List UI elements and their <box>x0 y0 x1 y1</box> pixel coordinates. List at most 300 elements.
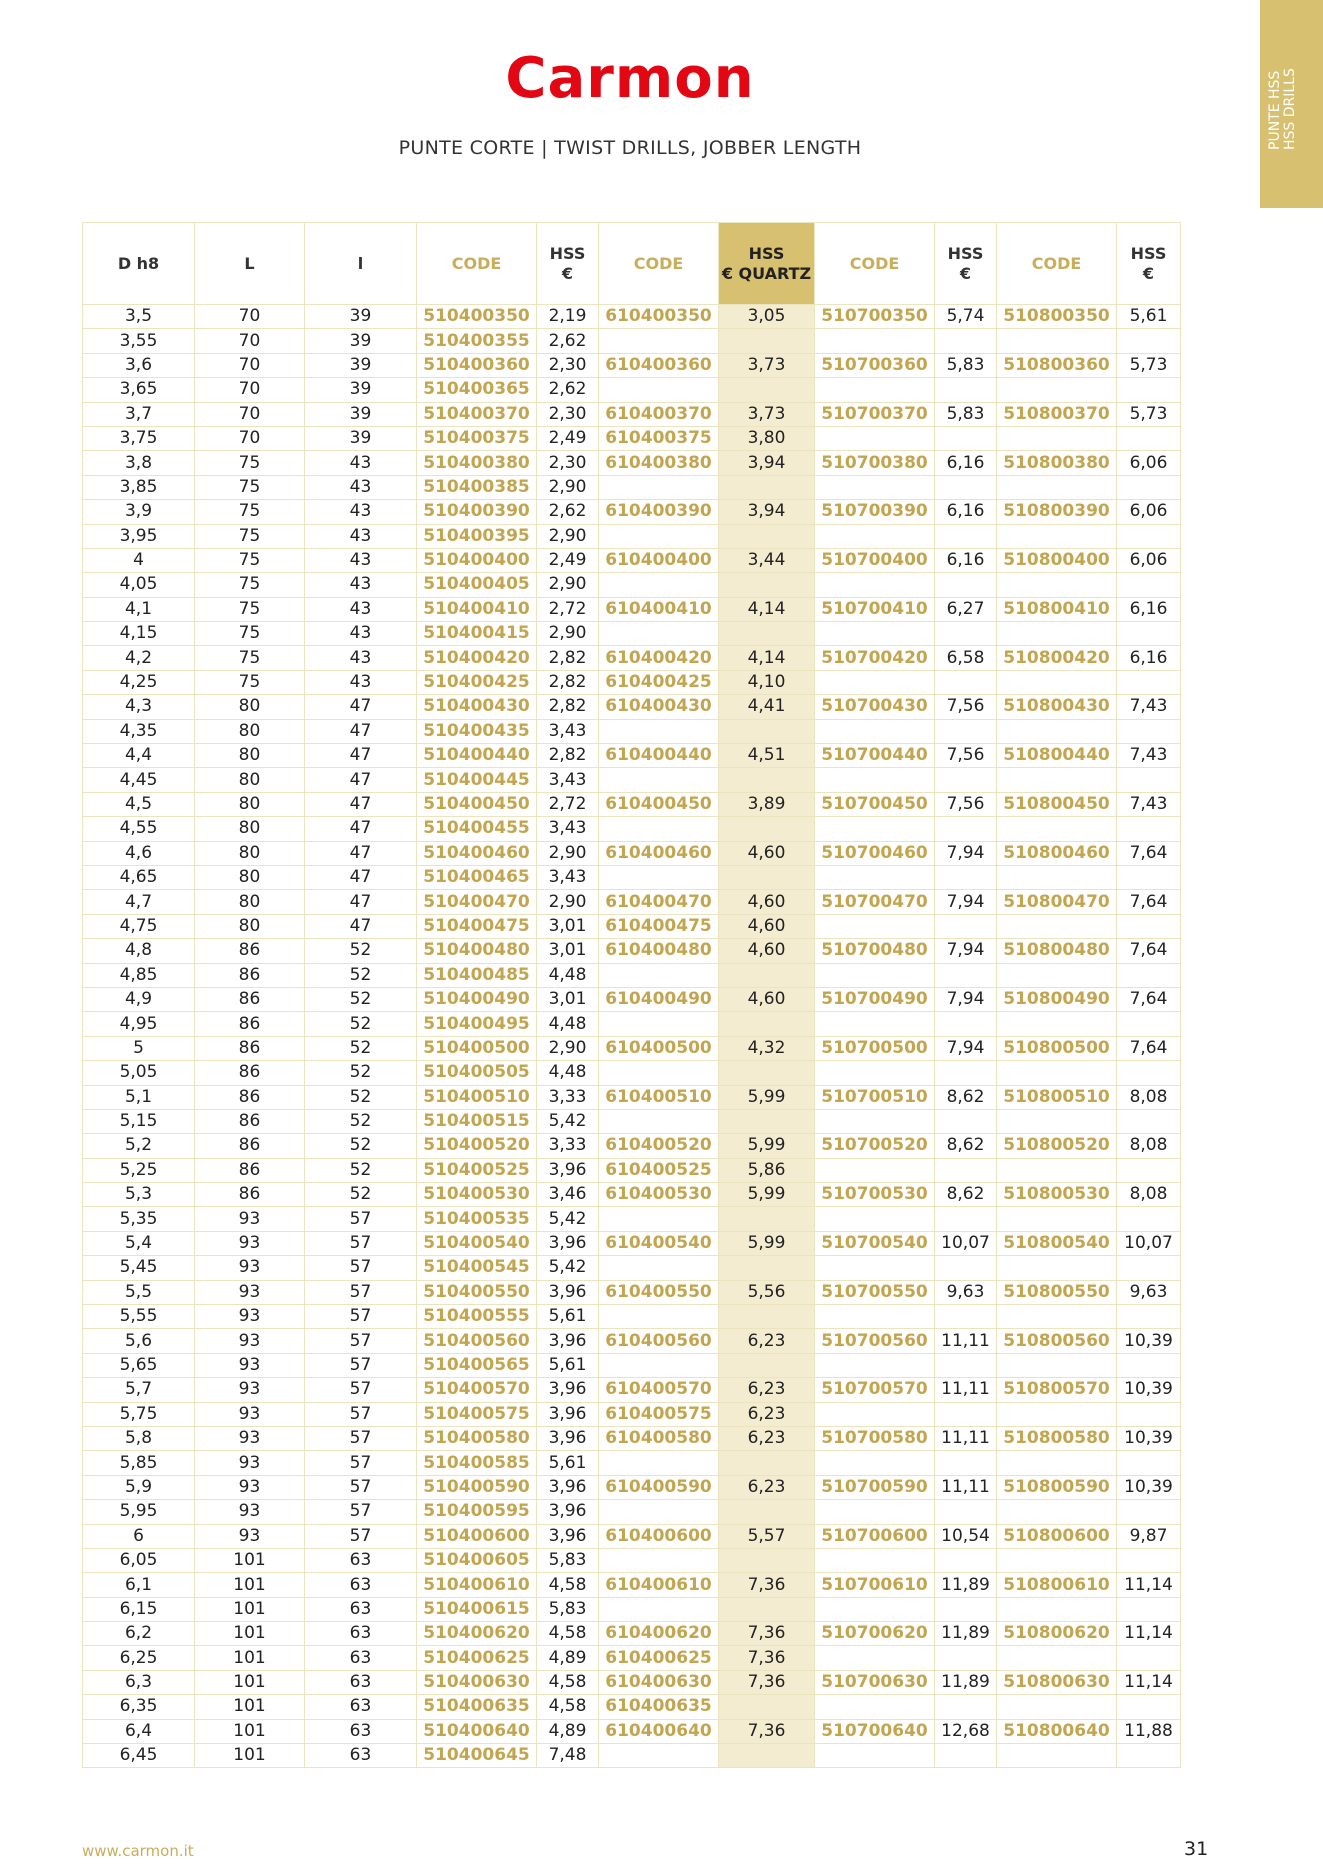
table-cell: 75 <box>195 646 305 670</box>
table-cell: 12,68 <box>935 1719 997 1743</box>
table-cell: 86 <box>195 963 305 987</box>
product-code-cell: 510400525 <box>417 1158 537 1182</box>
column-header <box>997 223 1117 305</box>
table-row <box>83 1378 1181 1402</box>
table-cell: 3,80 <box>719 426 815 450</box>
table-cell: 3,65 <box>83 378 195 402</box>
product-code-cell: 510700420 <box>815 646 935 670</box>
table-cell: 93 <box>195 1305 305 1329</box>
table-cell <box>1117 1548 1181 1572</box>
product-code-cell: 510400510 <box>417 1085 537 1109</box>
product-code-cell: 510700640 <box>815 1719 935 1743</box>
product-code-cell: 510400565 <box>417 1353 537 1377</box>
table-cell: 63 <box>305 1622 417 1646</box>
table-cell <box>719 817 815 841</box>
table-cell: 2,82 <box>537 695 599 719</box>
product-code-cell: 510400395 <box>417 524 537 548</box>
table-cell <box>935 865 997 889</box>
table-cell: 3,73 <box>719 402 815 426</box>
table-cell: 4,41 <box>719 695 815 719</box>
product-code-cell <box>815 865 935 889</box>
table-cell: 5,56 <box>719 1280 815 1304</box>
table-cell: 2,19 <box>537 305 599 329</box>
product-code-cell <box>815 1012 935 1036</box>
product-code-cell: 610400360 <box>599 353 719 377</box>
table-cell: 101 <box>195 1719 305 1743</box>
table-cell: 5 <box>83 1036 195 1060</box>
table-cell <box>719 1207 815 1231</box>
table-cell: 9,63 <box>935 1280 997 1304</box>
table-cell: 3,75 <box>83 426 195 450</box>
table-cell: 4,75 <box>83 914 195 938</box>
table-cell: 3,96 <box>537 1329 599 1353</box>
table-cell: 2,72 <box>537 597 599 621</box>
table-cell: 8,08 <box>1117 1183 1181 1207</box>
table-cell: 2,62 <box>537 329 599 353</box>
table-row <box>83 670 1181 694</box>
table-cell: 3,7 <box>83 402 195 426</box>
table-row <box>83 329 1181 353</box>
table-cell: 43 <box>305 451 417 475</box>
product-code-cell: 510800350 <box>997 305 1117 329</box>
product-code-cell: 510400550 <box>417 1280 537 1304</box>
product-code-cell: 510800480 <box>997 939 1117 963</box>
product-code-cell <box>599 1109 719 1133</box>
table-cell: 43 <box>305 670 417 694</box>
product-code-cell: 510400425 <box>417 670 537 694</box>
table-cell: 3,01 <box>537 914 599 938</box>
product-code-cell: 510800550 <box>997 1280 1117 1304</box>
column-header-line: € <box>561 263 574 283</box>
table-cell: 11,14 <box>1117 1622 1181 1646</box>
table-cell: 101 <box>195 1670 305 1694</box>
table-cell: 57 <box>305 1207 417 1231</box>
table-cell: 6,23 <box>719 1402 815 1426</box>
table-cell: 3,43 <box>537 719 599 743</box>
product-code-cell: 510400415 <box>417 622 537 646</box>
table-cell: 57 <box>305 1280 417 1304</box>
product-code-cell: 510400640 <box>417 1719 537 1743</box>
table-cell: 52 <box>305 939 417 963</box>
table-cell: 7,36 <box>719 1646 815 1670</box>
table-cell: 4,14 <box>719 597 815 621</box>
table-cell: 4,65 <box>83 865 195 889</box>
table-cell: 63 <box>305 1670 417 1694</box>
table-cell: 5,65 <box>83 1353 195 1377</box>
product-code-cell <box>599 1500 719 1524</box>
table-row <box>83 1231 1181 1255</box>
section-tab-line2: HSS DRILLS <box>1282 68 1298 150</box>
table-cell <box>719 719 815 743</box>
product-code-cell <box>815 1353 935 1377</box>
table-cell: 2,90 <box>537 573 599 597</box>
product-code-cell: 510400405 <box>417 573 537 597</box>
table-cell: 5,45 <box>83 1256 195 1280</box>
table-cell: 70 <box>195 426 305 450</box>
table-row <box>83 890 1181 914</box>
product-code-cell: 510400485 <box>417 963 537 987</box>
table-row <box>83 744 1181 768</box>
product-code-cell: 510800520 <box>997 1134 1117 1158</box>
product-code-cell: 510800540 <box>997 1231 1117 1255</box>
brand-logo: Carmon <box>505 46 755 111</box>
table-cell: 93 <box>195 1231 305 1255</box>
table-cell: 80 <box>195 865 305 889</box>
table-cell: 6,58 <box>935 646 997 670</box>
table-cell: 2,82 <box>537 670 599 694</box>
product-code-cell <box>815 1305 935 1329</box>
column-header <box>1117 223 1181 305</box>
table-cell: 75 <box>195 475 305 499</box>
product-code-cell: 510700520 <box>815 1134 935 1158</box>
table-cell: 4,2 <box>83 646 195 670</box>
product-code-cell <box>815 719 935 743</box>
table-cell: 5,61 <box>537 1305 599 1329</box>
table-cell <box>1117 865 1181 889</box>
table-cell: 4,45 <box>83 768 195 792</box>
table-cell: 43 <box>305 573 417 597</box>
column-header-line: HSS <box>748 243 785 263</box>
table-cell: 4,58 <box>537 1670 599 1694</box>
price-table <box>82 222 1181 1768</box>
table-cell: 43 <box>305 597 417 621</box>
product-code-cell <box>997 622 1117 646</box>
table-cell: 5,57 <box>719 1524 815 1548</box>
table-cell: 3,43 <box>537 768 599 792</box>
product-code-cell: 510800370 <box>997 402 1117 426</box>
table-cell: 5,83 <box>537 1548 599 1572</box>
product-code-cell <box>815 378 935 402</box>
product-code-cell <box>599 865 719 889</box>
column-header-line: € <box>959 263 972 283</box>
table-cell <box>935 914 997 938</box>
table-cell: 86 <box>195 1158 305 1182</box>
table-cell <box>935 719 997 743</box>
table-cell <box>1117 1646 1181 1670</box>
table-cell <box>935 1548 997 1572</box>
table-cell: 47 <box>305 768 417 792</box>
table-cell: 43 <box>305 646 417 670</box>
table-cell: 8,62 <box>935 1085 997 1109</box>
product-code-cell: 610400590 <box>599 1475 719 1499</box>
column-header <box>719 223 815 305</box>
product-code-cell: 510400365 <box>417 378 537 402</box>
table-cell: 11,11 <box>935 1426 997 1450</box>
table-cell: 10,39 <box>1117 1475 1181 1499</box>
table-cell: 7,94 <box>935 841 997 865</box>
table-cell: 4,89 <box>537 1719 599 1743</box>
table-cell: 2,30 <box>537 451 599 475</box>
product-code-cell: 610400440 <box>599 744 719 768</box>
product-code-cell: 510400580 <box>417 1426 537 1450</box>
table-cell: 5,73 <box>1117 402 1181 426</box>
table-cell: 7,43 <box>1117 792 1181 816</box>
table-cell <box>1117 1402 1181 1426</box>
product-code-cell: 510700350 <box>815 305 935 329</box>
product-code-cell: 510700510 <box>815 1085 935 1109</box>
product-code-cell <box>599 1353 719 1377</box>
table-cell <box>935 1695 997 1719</box>
product-code-cell <box>997 963 1117 987</box>
product-code-cell: 510800500 <box>997 1036 1117 1060</box>
table-cell: 4,4 <box>83 744 195 768</box>
table-cell <box>935 329 997 353</box>
table-cell <box>935 475 997 499</box>
table-cell <box>719 1744 815 1768</box>
table-cell <box>935 1402 997 1426</box>
product-code-cell: 510400470 <box>417 890 537 914</box>
table-row <box>83 1573 1181 1597</box>
product-code-cell: 610400550 <box>599 1280 719 1304</box>
table-cell: 5,55 <box>83 1305 195 1329</box>
product-code-cell: 510400440 <box>417 744 537 768</box>
table-cell: 57 <box>305 1353 417 1377</box>
table-cell: 63 <box>305 1597 417 1621</box>
product-code-cell <box>815 426 935 450</box>
table-cell: 57 <box>305 1524 417 1548</box>
table-cell: 5,74 <box>935 305 997 329</box>
product-code-cell <box>599 1744 719 1768</box>
table-cell: 5,9 <box>83 1475 195 1499</box>
table-cell: 80 <box>195 695 305 719</box>
product-code-cell: 510800590 <box>997 1475 1117 1499</box>
product-code-cell <box>997 1744 1117 1768</box>
product-code-cell <box>815 1109 935 1133</box>
table-cell: 2,49 <box>537 426 599 450</box>
table-cell: 6,16 <box>1117 597 1181 621</box>
table-cell: 6,16 <box>935 451 997 475</box>
product-code-cell: 510800410 <box>997 597 1117 621</box>
product-code-cell <box>599 1012 719 1036</box>
table-row <box>83 1134 1181 1158</box>
table-cell: 8,08 <box>1117 1134 1181 1158</box>
table-cell <box>1117 378 1181 402</box>
table-cell: 4,60 <box>719 939 815 963</box>
table-cell: 5,83 <box>935 353 997 377</box>
table-cell: 93 <box>195 1280 305 1304</box>
table-cell <box>935 963 997 987</box>
product-code-cell: 510400445 <box>417 768 537 792</box>
table-cell: 2,90 <box>537 622 599 646</box>
table-cell: 70 <box>195 353 305 377</box>
table-cell: 8,62 <box>935 1183 997 1207</box>
product-code-cell <box>599 475 719 499</box>
table-row <box>83 1183 1181 1207</box>
table-cell: 2,82 <box>537 744 599 768</box>
table-cell: 70 <box>195 378 305 402</box>
product-code-cell <box>815 1158 935 1182</box>
product-code-cell: 610400580 <box>599 1426 719 1450</box>
product-code-cell <box>599 524 719 548</box>
product-code-cell: 510800430 <box>997 695 1117 719</box>
table-cell: 86 <box>195 1085 305 1109</box>
product-code-cell: 510800560 <box>997 1329 1117 1353</box>
table-cell: 2,49 <box>537 548 599 572</box>
table-cell: 5,61 <box>1117 305 1181 329</box>
table-cell: 75 <box>195 524 305 548</box>
table-cell: 10,07 <box>1117 1231 1181 1255</box>
product-code-cell: 510700570 <box>815 1378 935 1402</box>
column-header-line: l <box>357 253 364 273</box>
table-row <box>83 451 1181 475</box>
product-code-cell <box>815 670 935 694</box>
product-code-cell <box>815 1500 935 1524</box>
table-cell <box>1117 1451 1181 1475</box>
table-cell: 4,85 <box>83 963 195 987</box>
product-code-cell <box>599 1061 719 1085</box>
column-header-line: HSS <box>1130 243 1167 263</box>
product-code-cell <box>599 1207 719 1231</box>
product-code-cell <box>815 1548 935 1572</box>
product-code-cell: 510400630 <box>417 1670 537 1694</box>
product-code-cell: 510700540 <box>815 1231 935 1255</box>
column-header <box>935 223 997 305</box>
product-code-cell <box>815 573 935 597</box>
table-cell: 6,23 <box>719 1378 815 1402</box>
product-code-cell <box>815 475 935 499</box>
table-cell: 11,14 <box>1117 1573 1181 1597</box>
table-cell <box>719 768 815 792</box>
product-code-cell: 510800580 <box>997 1426 1117 1450</box>
product-code-cell: 510400600 <box>417 1524 537 1548</box>
product-code-cell: 510400520 <box>417 1134 537 1158</box>
table-cell: 3,96 <box>537 1158 599 1182</box>
table-row <box>83 1061 1181 1085</box>
table-cell: 2,72 <box>537 792 599 816</box>
product-code-cell: 510800610 <box>997 1573 1117 1597</box>
table-cell: 5,05 <box>83 1061 195 1085</box>
table-cell: 6,23 <box>719 1475 815 1499</box>
product-code-cell: 510400375 <box>417 426 537 450</box>
table-cell: 75 <box>195 597 305 621</box>
table-cell: 3,55 <box>83 329 195 353</box>
product-code-cell: 510700560 <box>815 1329 935 1353</box>
table-cell: 63 <box>305 1573 417 1597</box>
table-cell: 43 <box>305 548 417 572</box>
table-cell <box>719 1500 815 1524</box>
table-cell: 80 <box>195 841 305 865</box>
table-cell: 57 <box>305 1305 417 1329</box>
table-cell <box>1117 1695 1181 1719</box>
table-cell: 4,7 <box>83 890 195 914</box>
table-cell: 6,23 <box>719 1426 815 1450</box>
table-cell <box>719 865 815 889</box>
table-cell: 6,16 <box>1117 646 1181 670</box>
table-cell: 7,36 <box>719 1719 815 1743</box>
table-cell: 3,44 <box>719 548 815 572</box>
table-cell: 3,9 <box>83 500 195 524</box>
product-code-cell: 510800570 <box>997 1378 1117 1402</box>
table-cell: 5,61 <box>537 1451 599 1475</box>
product-code-cell: 510800460 <box>997 841 1117 865</box>
table-cell: 75 <box>195 622 305 646</box>
column-header-line: CODE <box>1031 253 1082 273</box>
product-code-cell: 510700550 <box>815 1280 935 1304</box>
table-cell: 4,60 <box>719 914 815 938</box>
table-cell <box>719 1012 815 1036</box>
product-code-cell: 510800510 <box>997 1085 1117 1109</box>
table-cell: 47 <box>305 792 417 816</box>
table-cell: 5,6 <box>83 1329 195 1353</box>
product-code-cell: 510800620 <box>997 1622 1117 1646</box>
table-row <box>83 1426 1181 1450</box>
table-cell: 2,90 <box>537 1036 599 1060</box>
product-code-cell <box>815 329 935 353</box>
table-cell <box>935 670 997 694</box>
table-cell: 101 <box>195 1622 305 1646</box>
table-cell: 57 <box>305 1426 417 1450</box>
product-code-cell <box>815 1597 935 1621</box>
table-cell: 6,3 <box>83 1670 195 1694</box>
table-cell: 57 <box>305 1329 417 1353</box>
table-cell: 5,99 <box>719 1183 815 1207</box>
section-tab-line1: PUNTE HSS <box>1267 70 1283 150</box>
website-link[interactable]: www.carmon.it <box>82 1842 194 1860</box>
table-row <box>83 1256 1181 1280</box>
table-cell <box>935 573 997 597</box>
product-code-cell: 510400430 <box>417 695 537 719</box>
product-code-cell: 510400575 <box>417 1402 537 1426</box>
product-code-cell: 510700460 <box>815 841 935 865</box>
product-code-cell <box>997 1109 1117 1133</box>
product-code-cell: 510800530 <box>997 1183 1117 1207</box>
product-code-cell: 610400570 <box>599 1378 719 1402</box>
table-cell <box>1117 1207 1181 1231</box>
product-code-cell: 510400555 <box>417 1305 537 1329</box>
product-code-cell <box>815 1695 935 1719</box>
table-cell: 70 <box>195 402 305 426</box>
table-cell: 52 <box>305 1158 417 1182</box>
table-cell: 75 <box>195 573 305 597</box>
product-code-cell: 510400420 <box>417 646 537 670</box>
table-cell: 101 <box>195 1597 305 1621</box>
product-code-cell: 610400610 <box>599 1573 719 1597</box>
table-cell <box>935 622 997 646</box>
product-code-cell <box>815 1061 935 1085</box>
table-cell <box>1117 963 1181 987</box>
table-cell <box>719 329 815 353</box>
table-cell <box>719 1353 815 1377</box>
column-header <box>417 223 537 305</box>
table-cell: 39 <box>305 378 417 402</box>
table-row <box>83 695 1181 719</box>
product-code-cell <box>815 1646 935 1670</box>
table-cell <box>935 378 997 402</box>
table-cell: 3,01 <box>537 987 599 1011</box>
table-row <box>83 1451 1181 1475</box>
product-code-cell <box>997 817 1117 841</box>
table-cell: 4,3 <box>83 695 195 719</box>
product-code-cell <box>815 768 935 792</box>
table-cell: 7,36 <box>719 1622 815 1646</box>
table-cell: 52 <box>305 1085 417 1109</box>
product-code-cell <box>815 1402 935 1426</box>
product-code-cell: 510400480 <box>417 939 537 963</box>
product-code-cell: 510400610 <box>417 1573 537 1597</box>
table-cell: 39 <box>305 329 417 353</box>
product-code-cell <box>997 768 1117 792</box>
product-code-cell <box>997 1305 1117 1329</box>
table-cell: 86 <box>195 939 305 963</box>
table-cell <box>935 426 997 450</box>
table-cell: 4,14 <box>719 646 815 670</box>
table-cell: 70 <box>195 305 305 329</box>
table-cell: 7,64 <box>1117 1036 1181 1060</box>
table-cell: 80 <box>195 914 305 938</box>
table-cell: 8,62 <box>935 1134 997 1158</box>
table-cell: 6,23 <box>719 1329 815 1353</box>
table-cell: 5,35 <box>83 1207 195 1231</box>
